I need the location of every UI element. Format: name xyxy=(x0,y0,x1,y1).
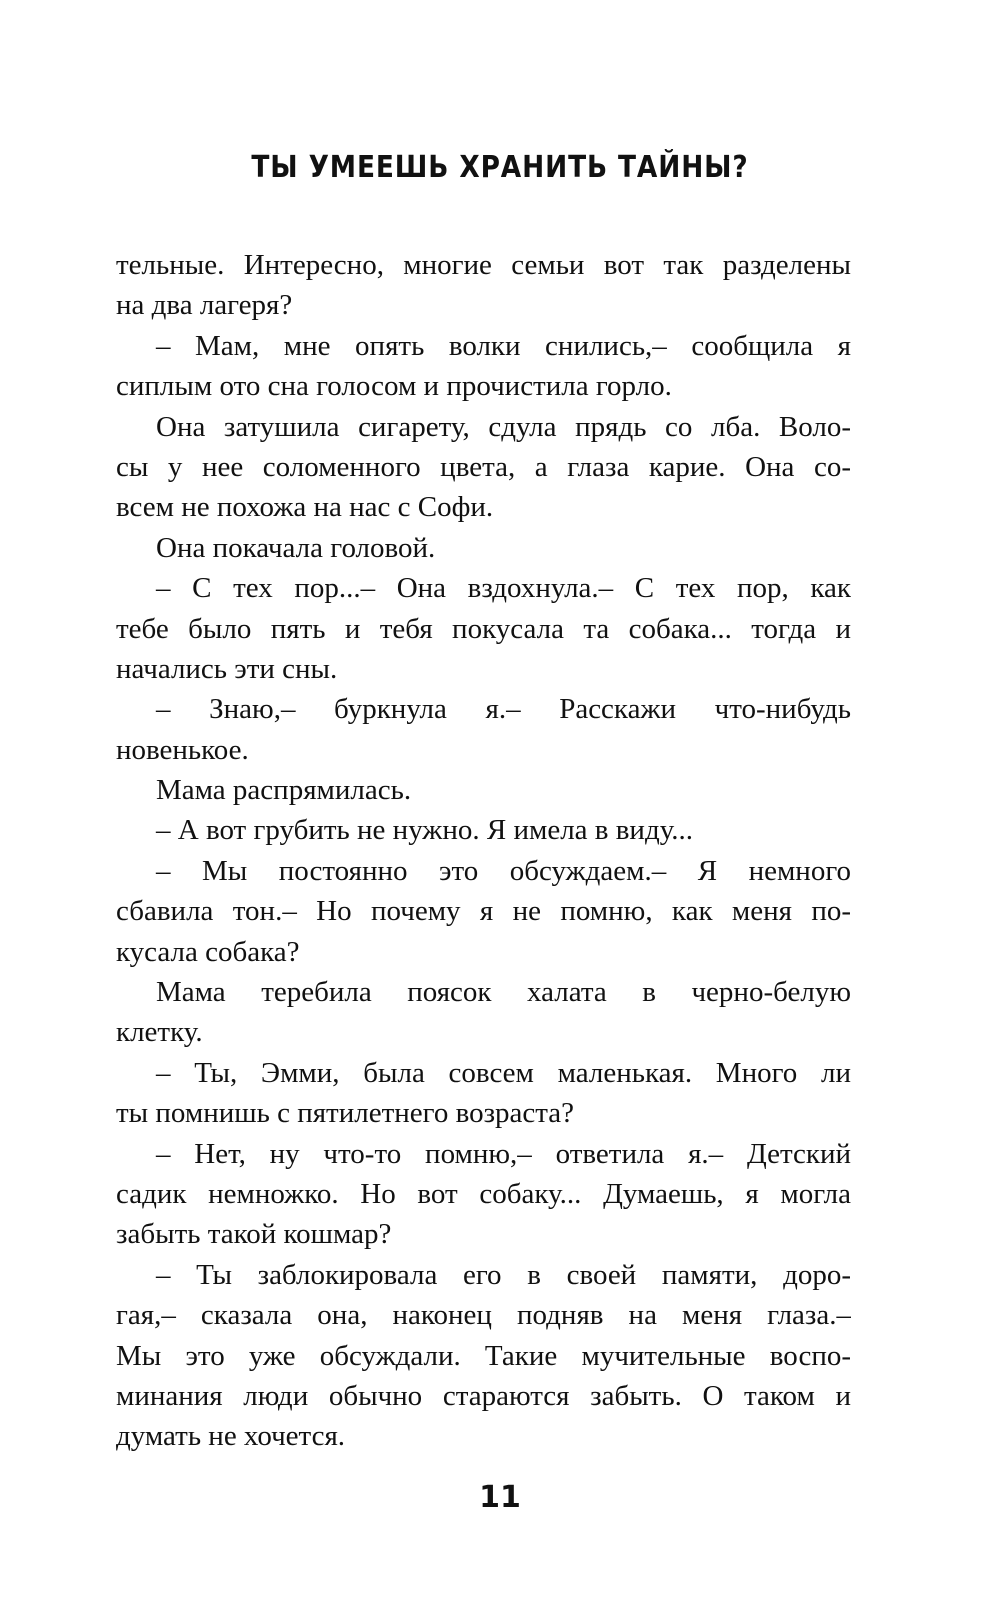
text-line: забыть такой кошмар? xyxy=(116,1218,392,1251)
text-line: думать не хочется. xyxy=(116,1420,346,1453)
text-line: Она затушила сигарету, сдула прядь со лба. Воло- xyxy=(156,410,851,443)
text-line: Она покачала головой. xyxy=(156,531,436,564)
text-line: гая,– сказала она, наконец подняв на меня глаза.– xyxy=(116,1299,851,1332)
text-line: – Мы постоянно это обсуждаем.– Я немного xyxy=(156,854,851,887)
text-line: минания люди обычно стараются забыть. О таком и xyxy=(116,1379,851,1412)
text-line: Мама распрямилась. xyxy=(156,774,412,807)
text-line: садик немножко. Но вот собаку... Думаешь, я могла xyxy=(116,1177,851,1210)
text-line: клетку. xyxy=(116,1016,203,1049)
text-line: – Нет, ну что-то помню,– ответила я.– Детский xyxy=(156,1137,851,1170)
text-line: Мама теребила поясок халата в черно-белую xyxy=(156,976,851,1009)
text-line: сы у нее соломенного цвета, а глаза карие. Она со- xyxy=(116,450,851,483)
page-number: 11 xyxy=(479,1480,521,1515)
text-line: – С тех пор...– Она вздохнула.– С тех пор, как xyxy=(156,572,851,605)
text-line: начались эти сны. xyxy=(116,652,338,685)
running-title: ТЫ УМЕЕШЬ ХРАНИТЬ ТАЙНЫ? xyxy=(251,150,749,185)
text-line: тебе было пять и тебя покусала та собака... тогда и xyxy=(116,612,851,645)
text-line: – Мам, мне опять волки снились,– сообщила я xyxy=(156,329,851,362)
body-text xyxy=(116,245,851,1457)
text-line: тельные. Интересно, многие семьи вот так разделены xyxy=(116,249,851,281)
text-line: всем не похожа на нас с Софи. xyxy=(116,491,494,524)
text-line: – Знаю,– буркнула я.– Расскажи что-нибудь xyxy=(156,693,851,726)
text-line: на два лагеря? xyxy=(116,289,293,322)
text-line: сиплым ото сна голосом и прочистила горло. xyxy=(116,370,672,403)
text-line: – Ты, Эмми, была совсем маленькая. Много ли xyxy=(156,1056,851,1089)
text-line: Мы это уже обсуждали. Такие мучительные воспо- xyxy=(116,1339,851,1372)
text-line: – Ты заблокировала его в своей памяти, доро- xyxy=(156,1258,851,1291)
text-line: – А вот грубить не нужно. Я имела в виду... xyxy=(156,814,694,847)
text-line: кусала собака? xyxy=(116,935,300,968)
text-line: новенькое. xyxy=(116,733,249,766)
text-line: сбавила тон.– Но почему я не помню, как меня по- xyxy=(116,895,851,928)
text-line: ты помнишь с пятилетнего возраста? xyxy=(116,1097,575,1130)
